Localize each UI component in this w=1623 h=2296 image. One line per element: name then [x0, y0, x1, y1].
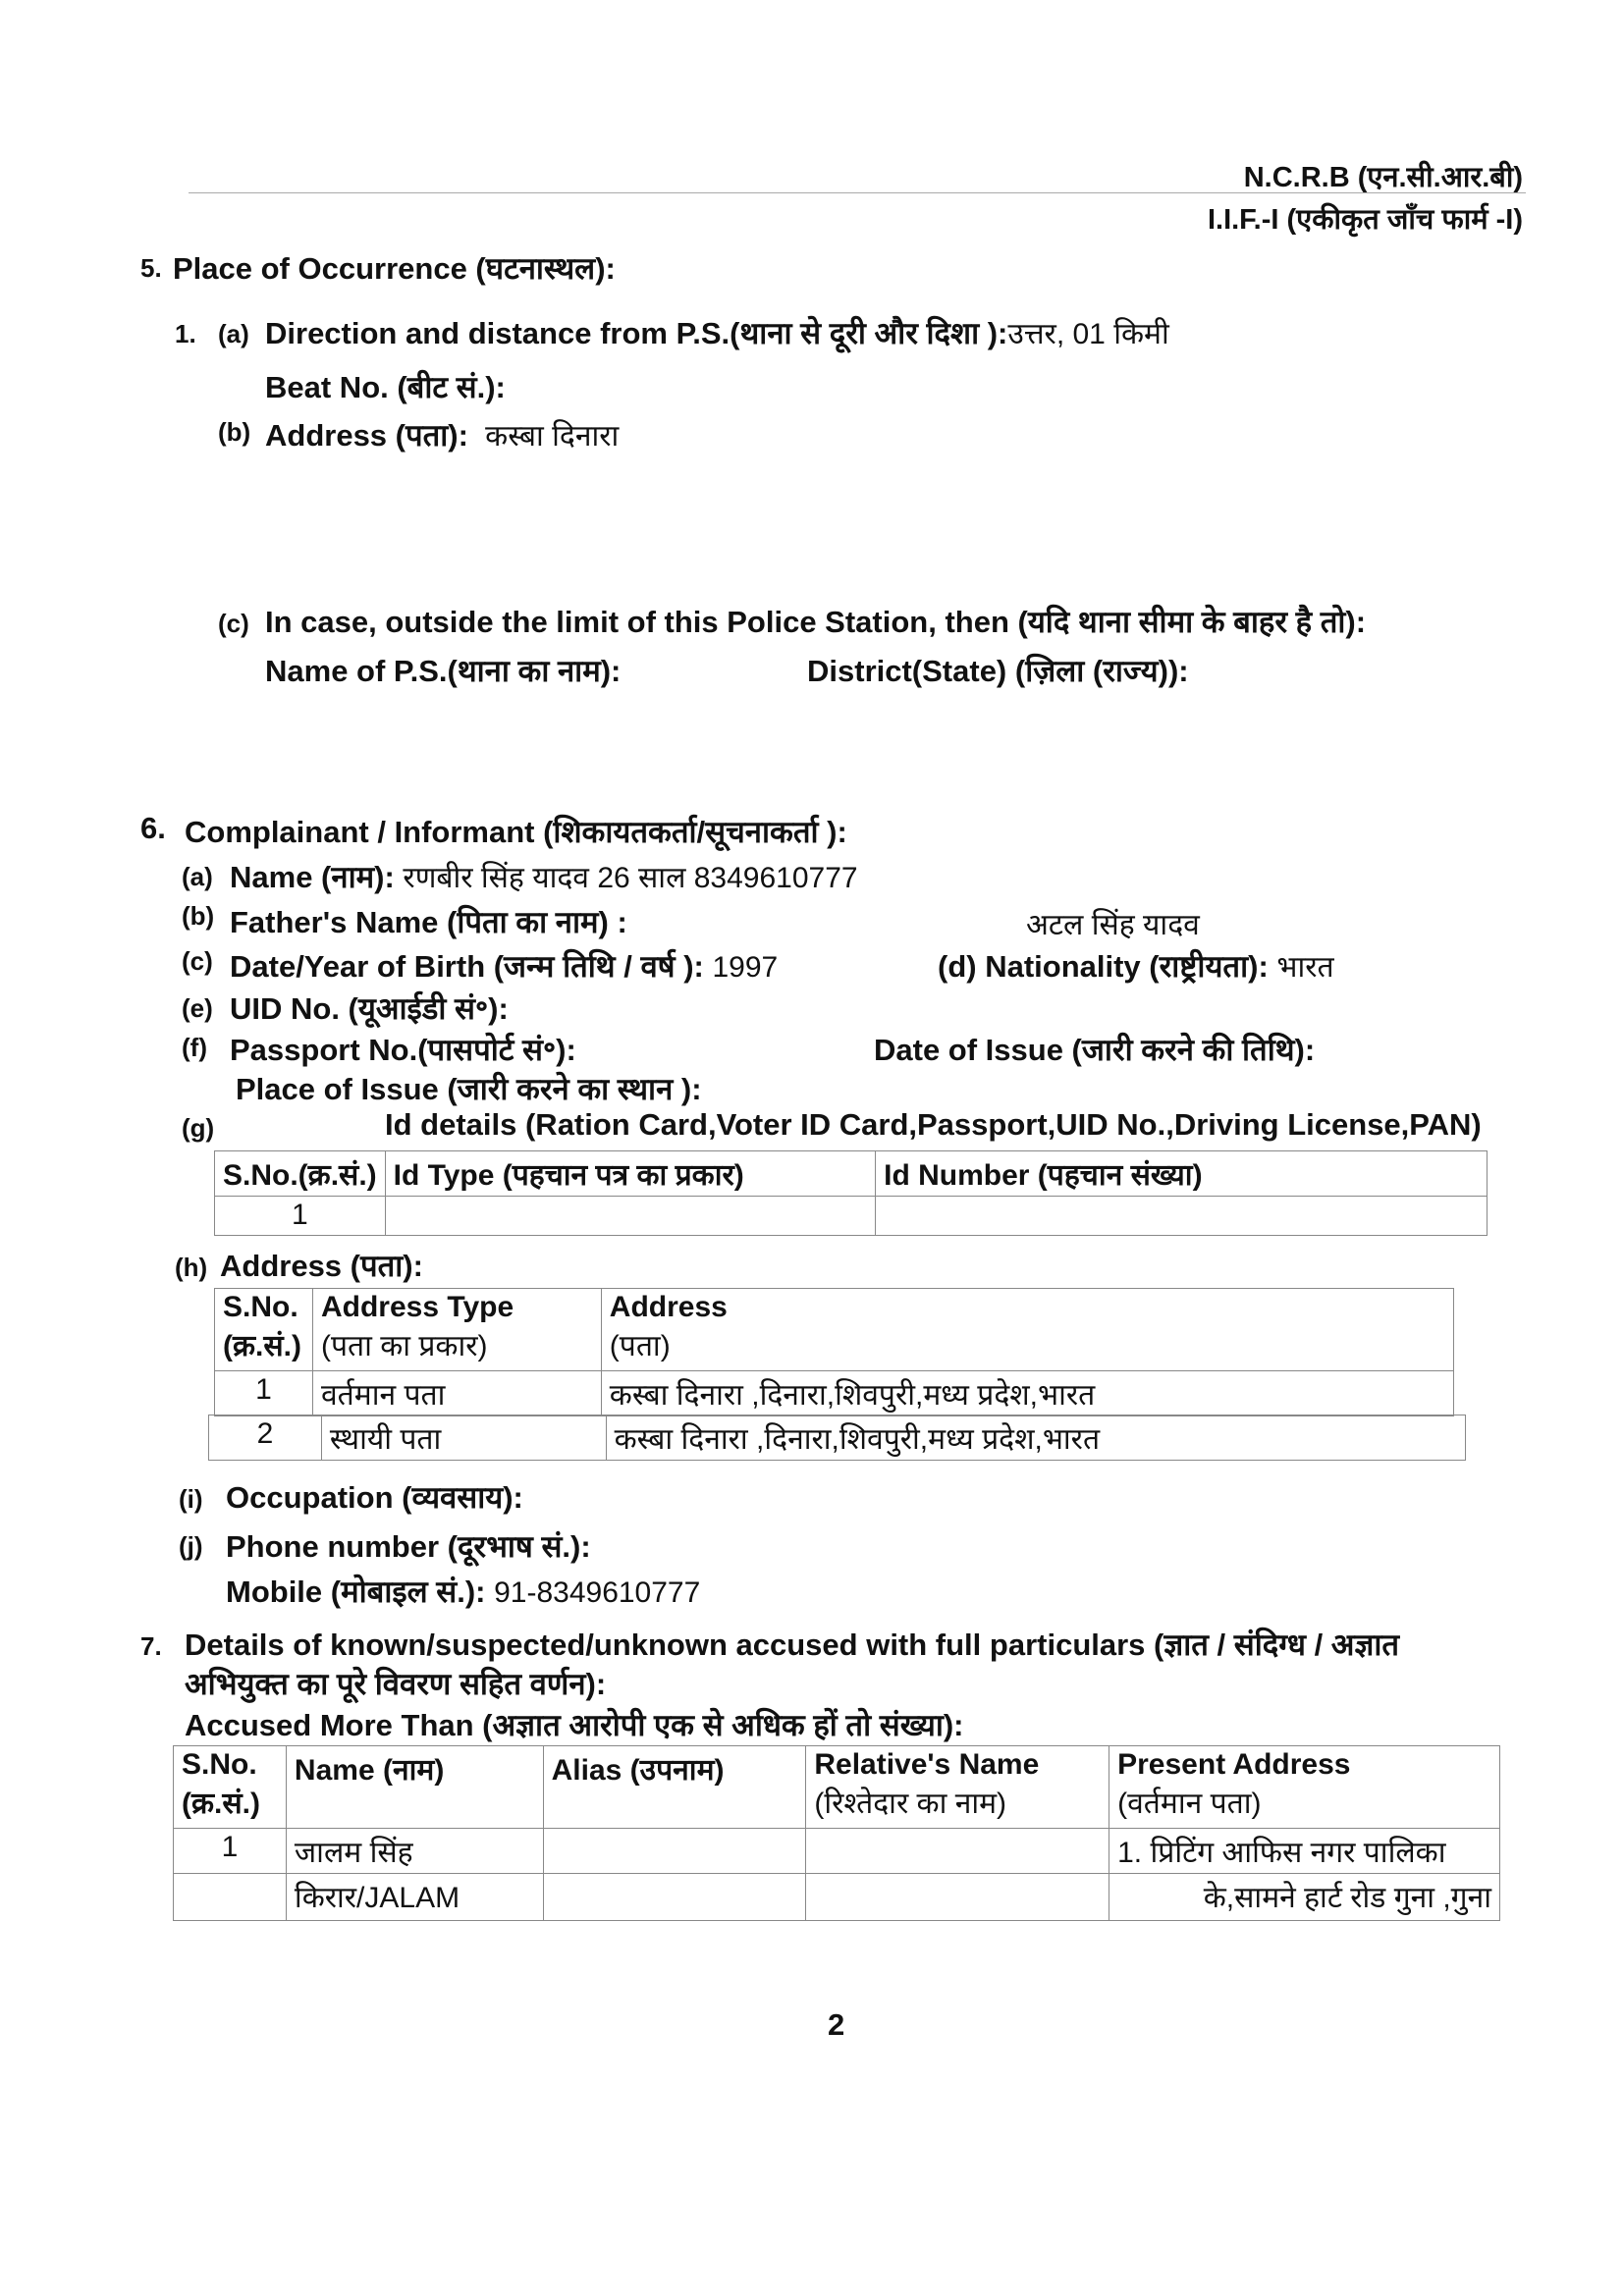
table-row — [174, 1874, 1500, 1921]
table-row — [174, 1829, 1500, 1874]
accused-header-sno-line2: (क्र.सं.) — [182, 1788, 260, 1820]
table-row — [215, 1197, 1488, 1236]
header-address-line2: (पता) — [609, 1330, 671, 1362]
accused-row1-sno-cont — [174, 1874, 287, 1921]
section6-title: Complainant / Informant (शिकायतकर्ता/सूचनाकर्ता ): — [185, 815, 847, 849]
nationality-field — [938, 945, 1334, 987]
address-table-header-row — [215, 1289, 1454, 1371]
address-table-header-type — [312, 1289, 601, 1371]
accused-more-label: Accused More Than (अज्ञात आरोपी एक से अधिक हों तो संख्या): — [185, 1708, 964, 1742]
accused-table — [173, 1745, 1500, 1921]
section5-title: Place of Occurrence (घटनास्थल): — [173, 251, 616, 286]
section5-a-tag: (a) — [218, 319, 249, 348]
ps-name-label: Name of P.S.(थाना का नाम): — [265, 654, 622, 688]
accused-row1-alias — [543, 1829, 806, 1874]
address-row2-type: स्थायी पता — [321, 1415, 606, 1461]
table-row — [209, 1415, 1466, 1461]
issue-place-label: Place of Issue (जारी करने का स्थान ): — [236, 1072, 702, 1106]
accused-row1-relative-cont — [806, 1874, 1109, 1921]
id-table-cell-number — [876, 1197, 1488, 1236]
complainant-c-tag: (c) — [182, 946, 213, 976]
accused-header-sno — [174, 1746, 287, 1829]
address-row1-address: कस्बा दिनारा ,दिनारा,शिवपुरी,मध्य प्रदेश,भारत — [601, 1371, 1453, 1416]
phone-label: Phone number (दूरभाष सं.): — [226, 1529, 591, 1564]
accused-header-address-line1: Present Address — [1117, 1748, 1351, 1781]
complainant-j-tag: (j) — [179, 1531, 203, 1561]
occupation-label: Occupation (व्यवसाय): — [226, 1480, 523, 1515]
accused-header-name: Name (नाम) — [286, 1746, 543, 1829]
address-row1-type: वर्तमान पता — [312, 1371, 601, 1416]
occurrence-address-label: Address (पता): — [265, 418, 468, 453]
header-ncrb: N.C.R.B (एन.सी.आर.बी) — [1243, 162, 1523, 193]
id-table-header-row — [215, 1151, 1488, 1197]
father-name-value: अटल सिंह यादव — [1026, 909, 1200, 941]
passport-label: Passport No.(पासपोर्ट सं॰): — [230, 1033, 576, 1067]
accused-header-relative-line2: (रिश्तेदार का नाम) — [814, 1788, 1007, 1820]
address-table — [214, 1288, 1454, 1416]
complainant-h-tag: (h) — [175, 1253, 208, 1282]
complainant-a-tag: (a) — [182, 862, 213, 891]
complainant-g-tag: (g) — [182, 1113, 215, 1143]
id-details-label: Id details (Ration Card,Voter ID Card,Passport,UID No.,Driving License,PAN) — [385, 1107, 1482, 1142]
mobile-value: 91-8349610777 — [494, 1576, 701, 1609]
header-sno-line1: S.No. — [223, 1291, 298, 1323]
nationality-label: (d) Nationality (राष्ट्रीयता): — [938, 949, 1269, 984]
complainant-e-tag: (e) — [182, 993, 213, 1023]
accused-row1-address-line2: के,सामने हार्ट रोड गुना ,गुना — [1109, 1874, 1500, 1921]
address-table-row2 — [208, 1415, 1466, 1461]
complainant-b-tag: (b) — [182, 901, 215, 931]
accused-header-address-line2: (वर्तमान पता) — [1117, 1788, 1262, 1820]
id-table-cell-type — [385, 1197, 875, 1236]
address-row2-sno: 2 — [209, 1415, 322, 1461]
id-details-table — [214, 1150, 1488, 1236]
section6-number: 6. — [140, 811, 166, 845]
accused-row1-sno: 1 — [174, 1829, 287, 1874]
section7-number: 7. — [140, 1631, 162, 1661]
accused-header-sno-line1: S.No. — [182, 1748, 257, 1781]
header-iif: I.I.F.-I (एकीकृत जाँच फार्म -I) — [1207, 204, 1523, 236]
occurrence-address-value: कस्बा दिनारा — [485, 420, 620, 453]
address-row1-sno: 1 — [215, 1371, 313, 1416]
beat-label: Beat No. (बीट सं.): — [265, 370, 506, 404]
accused-row1-relative — [806, 1829, 1109, 1874]
complainant-name-value: रणबीर सिंह यादव 26 साल 8349610777 — [403, 862, 858, 894]
address-row2-address: कस्बा दिनारा ,दिनारा,शिवपुरी,मध्य प्रदेश,भारत — [606, 1415, 1465, 1461]
section5-c-tag: (c) — [218, 609, 249, 638]
complainant-name-label: Name (नाम): — [230, 860, 395, 894]
accused-header-relative — [806, 1746, 1109, 1829]
accused-row1-alias-cont — [543, 1874, 806, 1921]
header-sno-line2: (क्र.सं.) — [223, 1330, 301, 1362]
accused-header-alias: Alias (उपनाम) — [543, 1746, 806, 1829]
complainant-i-tag: (i) — [179, 1484, 203, 1514]
header-type-line2: (पता का प्रकार) — [320, 1330, 488, 1362]
address-table-header-address — [601, 1289, 1453, 1371]
direction-field — [265, 312, 1169, 353]
accused-row1-address-line1: 1. प्रिटिंग आफिस नगर पालिका — [1109, 1829, 1500, 1874]
header-type-line1: Address Type — [320, 1291, 514, 1323]
section7-title-line2: अभियुक्त का पूरे विवरण सहित वर्णन): — [185, 1667, 607, 1701]
id-table-header-number: Id Number (पहचान संख्या) — [876, 1151, 1488, 1197]
occurrence-address-field — [265, 414, 619, 455]
complainant-address-label: Address (पता): — [220, 1249, 423, 1283]
id-table-header-type: Id Type (पहचान पत्र का प्रकार) — [385, 1151, 875, 1197]
complainant-f-tag: (f) — [182, 1033, 207, 1062]
page-number: 2 — [828, 2007, 845, 2042]
accused-row1-name-line2: किरार/JALAM — [286, 1874, 543, 1921]
nationality-value: भारत — [1276, 951, 1334, 984]
father-name-label: Father's Name (पिता का नाम) : — [230, 905, 627, 939]
header-address-line1: Address — [609, 1291, 728, 1323]
section5-b-tag: (b) — [218, 417, 251, 447]
address-table-header-sno — [215, 1289, 313, 1371]
id-table-header-sno: S.No.(क्र.सं.) — [215, 1151, 386, 1197]
section5-item-no: 1. — [175, 319, 196, 348]
table-row — [215, 1371, 1454, 1416]
mobile-field — [226, 1571, 700, 1612]
complainant-name-field — [230, 856, 858, 897]
section7-title-line1: Details of known/suspected/unknown accused with full particulars (ज्ञात / संदिग्ध / अज्ञात — [185, 1628, 1400, 1662]
accused-table-header-row — [174, 1746, 1500, 1829]
dob-value: 1997 — [712, 951, 779, 984]
issue-date-label: Date of Issue (जारी करने की तिथि): — [874, 1033, 1316, 1067]
direction-label: Direction and distance from P.S.(थाना से दूरी और दिशा ): — [265, 316, 1008, 350]
direction-value: उत्तर, 01 किमी — [1007, 318, 1169, 350]
section5-number: 5. — [140, 253, 162, 283]
outside-limit-label: In case, outside the limit of this Police Station, then (यदि थाना सीमा के बाहर है तो): — [265, 605, 1367, 639]
accused-header-address — [1109, 1746, 1500, 1829]
mobile-label: Mobile (मोबाइल सं.): — [226, 1575, 486, 1609]
dob-label: Date/Year of Birth (जन्म तिथि / वर्ष ): — [230, 949, 704, 984]
dob-field — [230, 945, 778, 987]
uid-label: UID No. (यूआईडी सं॰): — [230, 991, 509, 1026]
header-rule — [189, 192, 1526, 193]
id-table-cell-sno: 1 — [215, 1197, 386, 1236]
accused-header-relative-line1: Relative's Name — [814, 1748, 1040, 1781]
accused-row1-name-line1: जालम सिंह — [286, 1829, 543, 1874]
district-label: District(State) (ज़िला (राज्य)): — [807, 654, 1189, 688]
